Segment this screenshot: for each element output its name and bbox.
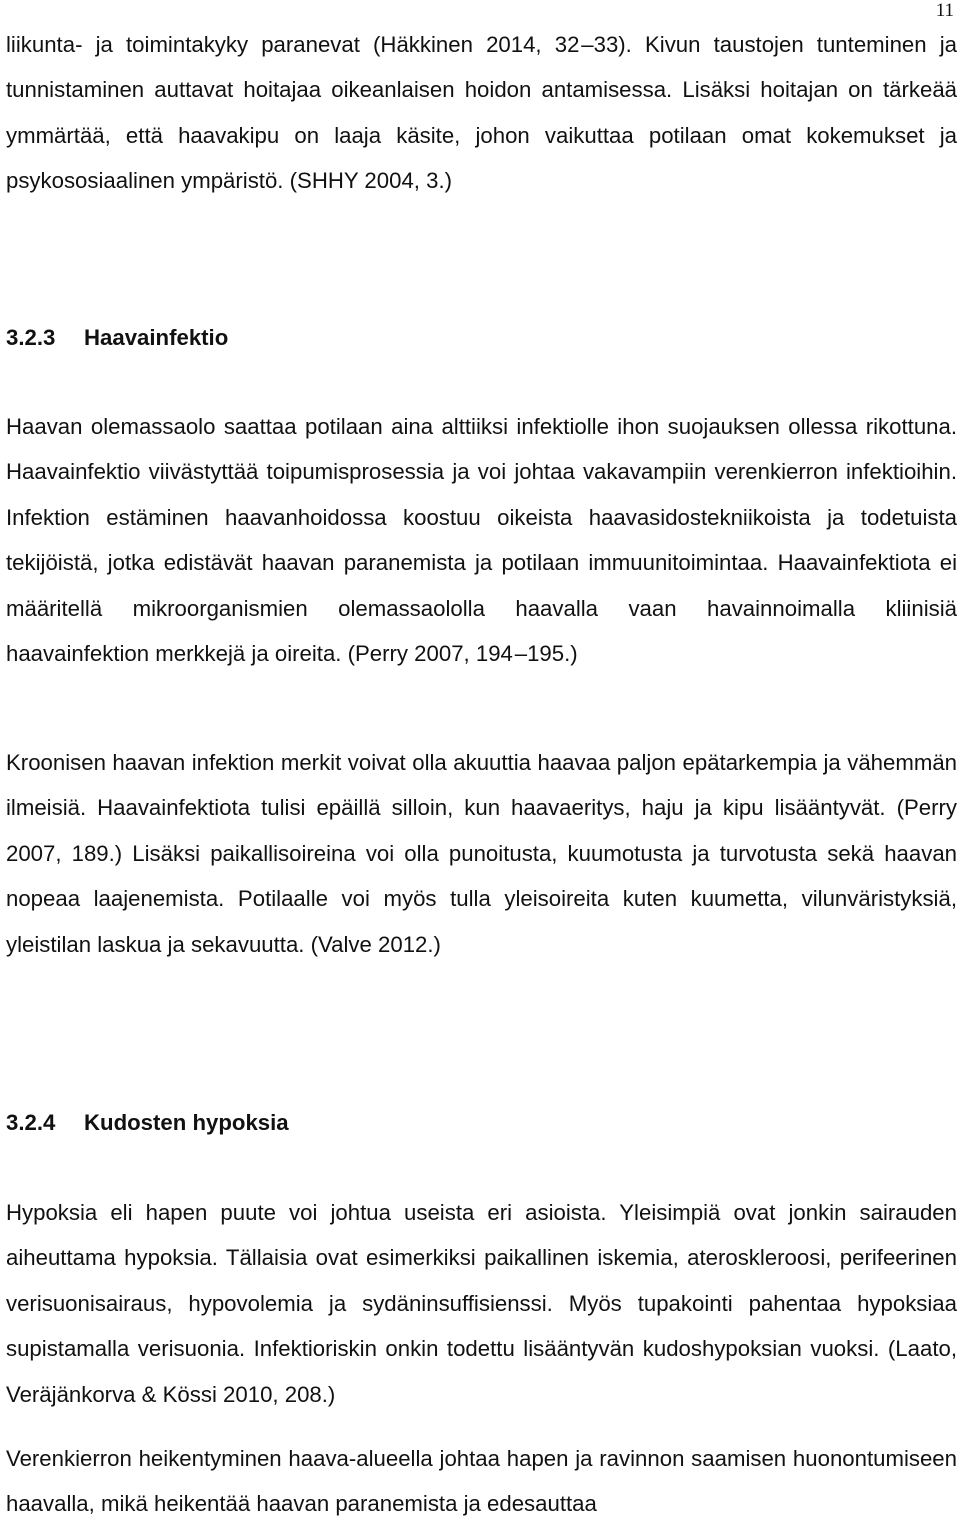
heading-number: 3.2.3 [6, 325, 56, 350]
paragraph-circulation: Verenkierron heikentyminen haava-alueella johtaa hapen ja ravinnon saamisen huonontumiseen haavalla, mikä heikentää haavan paranemista ja edesauttaa [6, 1446, 957, 1517]
paragraph-pain-background: liikunta- ja toimintakyky paranevat (Häkkinen 2014, 32 –33). Kivun taustojen tunteminen ja tunnistaminen auttavat hoitajaa oikeanlaisen hoidon antamisessa. Lisäksi hoitajan on tärkeää ymmärtää, että haavakipu on laaja käsite, johon vaikuttaa potilaan omat kokemukset ja psykososiaalinen ympäristö. (SHHY 2004, 3.) [6, 32, 957, 194]
heading-title: Haavainfektio [84, 325, 229, 350]
heading-number: 3.2.4 [6, 1110, 56, 1135]
heading-title: Kudosten hypoksia [84, 1110, 289, 1135]
heading-kudosten-hypoksia [6, 1100, 289, 1145]
paragraph-chronic-infection: Kroonisen haavan infektion merkit voivat olla akuuttia haavaa paljon epätarkempia ja vähemmän ilmeisiä. Haavainfektiota tulisi epäillä silloin, kun haavaeritys, haju ja kipu lisääntyvät. (Perry 2007, 189.) Lisäksi paikallisoireina voi olla punoitusta, kuumotusta ja turvotusta sekä haavan nopeaa laajenemista. Potilaalle voi myös tulla yleisoireita kuten kuumetta, vilunväristyksiä, yleistilan laskua ja sekavuutta. (Valve 2012.) [6, 750, 957, 957]
paragraph-infection-intro: Haavan olemassaolo saattaa potilaan aina alttiiksi infektiolle ihon suojauksen ollessa rikottuna. Haavainfektio viivästyttää toipumisprosessia ja voi johtaa vakavampiin verenkierron infektioihin. Infektion estäminen haavanhoidossa koostuu oikeista haavasidostekniikoista ja todetuista tekijöistä, jotka edistävät haavan paranemista ja potilaan immuunitoimintaa. Haavainfektiota ei määritellä mikroorganismien olemassaololla haavalla vaan havainnoimalla kliinisiä haavainfektion merkkejä ja oireita. (Perry 2007, 194 –195.) [6, 414, 957, 667]
page-number: 11 [935, 0, 954, 21]
heading-haavainfektio [6, 315, 228, 360]
paragraph-hypoxia: Hypoksia eli hapen puute voi johtua useista eri asioista. Yleisimpiä ovat jonkin sairauden aiheuttama hypoksia. Tällaisia ovat esimerkiksi paikallinen iskemia, ateroskleroosi, perifeerinen verisuonisairaus, hypovolemia ja sydäninsuffisienssi. Myös tupakointi pahentaa hypoksiaa supistamalla verisuonia. Infektioriskin onkin todettu lisääntyvän kudoshypoksian vuoksi. (Laato, Veräjänkorva & Kössi 2010, 208.) [6, 1200, 957, 1407]
